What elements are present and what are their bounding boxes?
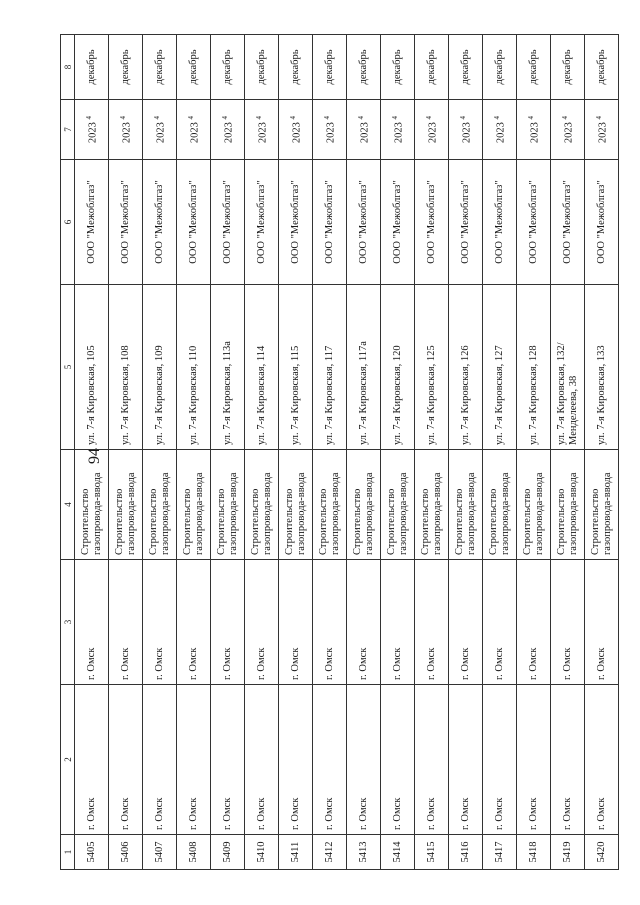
month-cell: декабрь bbox=[313, 35, 347, 100]
organization-cell: ООО "Межоблгаз" bbox=[347, 160, 381, 285]
locality-cell: г. Омск bbox=[415, 560, 449, 685]
year-cell bbox=[585, 100, 619, 160]
region-cell: г. Омск bbox=[517, 685, 551, 835]
year-value: 2023 bbox=[427, 122, 439, 144]
row-number: 5411 bbox=[279, 835, 313, 870]
footnote-mark: 4 bbox=[255, 115, 264, 120]
month-cell: декабрь bbox=[517, 35, 551, 100]
row-number: 5408 bbox=[177, 835, 211, 870]
work-type-cell: Строительство газопровода-ввода bbox=[109, 450, 143, 560]
month-cell: декабрь bbox=[381, 35, 415, 100]
column-header: 7 bbox=[61, 100, 75, 160]
year-cell bbox=[143, 100, 177, 160]
work-type-cell: Строительство газопровода-ввода bbox=[313, 450, 347, 560]
table-row bbox=[517, 35, 551, 870]
locality-cell: г. Омск bbox=[449, 560, 483, 685]
year-cell bbox=[551, 100, 585, 160]
address-cell: ул. 7-я Кировская, 115 bbox=[279, 285, 313, 450]
organization-cell: ООО "Межоблгаз" bbox=[211, 160, 245, 285]
region-cell: г. Омск bbox=[551, 685, 585, 835]
organization-cell: ООО "Межоблгаз" bbox=[245, 160, 279, 285]
address-cell: ул. 7-я Кировская, 109 bbox=[143, 285, 177, 450]
locality-cell: г. Омск bbox=[75, 560, 109, 685]
organization-cell: ООО "Межоблгаз" bbox=[517, 160, 551, 285]
month-cell: декабрь bbox=[109, 35, 143, 100]
address-cell: ул. 7-я Кировская, 110 bbox=[177, 285, 211, 450]
month-cell: декабрь bbox=[211, 35, 245, 100]
row-number: 5414 bbox=[381, 835, 415, 870]
locality-cell: г. Омск bbox=[143, 560, 177, 685]
year-cell bbox=[313, 100, 347, 160]
year-cell bbox=[381, 100, 415, 160]
organization-cell: ООО "Межоблгаз" bbox=[415, 160, 449, 285]
year-cell bbox=[211, 100, 245, 160]
year-cell bbox=[415, 100, 449, 160]
year-value: 2023 bbox=[325, 122, 337, 144]
year-value: 2023 bbox=[563, 122, 575, 144]
address-cell: ул. 7-я Кировская, 125 bbox=[415, 285, 449, 450]
year-cell bbox=[75, 100, 109, 160]
year-cell bbox=[109, 100, 143, 160]
table-row bbox=[211, 35, 245, 870]
month-cell: декабрь bbox=[177, 35, 211, 100]
year-cell bbox=[449, 100, 483, 160]
footnote-mark: 4 bbox=[425, 115, 434, 120]
year-cell bbox=[347, 100, 381, 160]
address-cell: ул. 7-я Кировская, 108 bbox=[109, 285, 143, 450]
region-cell: г. Омск bbox=[585, 685, 619, 835]
address-cell: ул. 7-я Кировская, 133 bbox=[585, 285, 619, 450]
locality-cell: г. Омск bbox=[279, 560, 313, 685]
year-value: 2023 bbox=[461, 122, 473, 144]
locality-cell: г. Омск bbox=[313, 560, 347, 685]
organization-cell: ООО "Межоблгаз" bbox=[483, 160, 517, 285]
year-value: 2023 bbox=[155, 122, 167, 144]
year-value: 2023 bbox=[359, 122, 371, 144]
row-number: 5416 bbox=[449, 835, 483, 870]
footnote-mark: 4 bbox=[153, 115, 162, 120]
work-type-cell: Строительство газопровода-ввода bbox=[211, 450, 245, 560]
organization-cell: ООО "Межоблгаз" bbox=[585, 160, 619, 285]
row-number: 5409 bbox=[211, 835, 245, 870]
table-row bbox=[245, 35, 279, 870]
row-number: 5418 bbox=[517, 835, 551, 870]
region-cell: г. Омск bbox=[449, 685, 483, 835]
locality-cell: г. Омск bbox=[177, 560, 211, 685]
work-type-cell: Строительство газопровода-ввода bbox=[245, 450, 279, 560]
footnote-mark: 4 bbox=[527, 115, 536, 120]
table-row bbox=[483, 35, 517, 870]
work-type-cell: Строительство газопровода-ввода bbox=[279, 450, 313, 560]
address-cell: ул. 7-я Кировская, 120 bbox=[381, 285, 415, 450]
organization-cell: ООО "Межоблгаз" bbox=[177, 160, 211, 285]
footnote-mark: 4 bbox=[595, 115, 604, 120]
year-value: 2023 bbox=[257, 122, 269, 144]
footnote-mark: 4 bbox=[391, 115, 400, 120]
month-cell: декабрь bbox=[551, 35, 585, 100]
footnote-mark: 4 bbox=[493, 115, 502, 120]
work-type-cell: Строительство газопровода-ввода bbox=[449, 450, 483, 560]
year-value: 2023 bbox=[291, 122, 303, 144]
year-value: 2023 bbox=[495, 122, 507, 144]
table-row bbox=[585, 35, 619, 870]
organization-cell: ООО "Межоблгаз" bbox=[313, 160, 347, 285]
row-number: 5413 bbox=[347, 835, 381, 870]
row-number: 5405 bbox=[75, 835, 109, 870]
organization-cell: ООО "Межоблгаз" bbox=[75, 160, 109, 285]
work-type-cell: Строительство газопровода-ввода bbox=[517, 450, 551, 560]
year-cell bbox=[279, 100, 313, 160]
column-header: 6 bbox=[61, 160, 75, 285]
table-body bbox=[75, 35, 619, 870]
work-type-cell: Строительство газопровода-ввода bbox=[177, 450, 211, 560]
year-value: 2023 bbox=[223, 122, 235, 144]
region-cell: г. Омск bbox=[177, 685, 211, 835]
year-cell bbox=[517, 100, 551, 160]
address-cell: ул. 7-я Кировская, 128 bbox=[517, 285, 551, 450]
region-cell: г. Омск bbox=[347, 685, 381, 835]
work-type-cell: Строительство газопровода-ввода bbox=[143, 450, 177, 560]
locality-cell: г. Омск bbox=[381, 560, 415, 685]
month-cell: декабрь bbox=[279, 35, 313, 100]
column-header: 3 bbox=[61, 560, 75, 685]
month-cell: декабрь bbox=[143, 35, 177, 100]
row-number: 5412 bbox=[313, 835, 347, 870]
locality-cell: г. Омск bbox=[483, 560, 517, 685]
column-header: 4 bbox=[61, 450, 75, 560]
year-cell bbox=[177, 100, 211, 160]
address-cell: ул. 7-я Кировская, 113а bbox=[211, 285, 245, 450]
work-type-cell: Строительство газопровода-ввода bbox=[347, 450, 381, 560]
footnote-mark: 4 bbox=[221, 115, 230, 120]
work-type-cell: Строительство газопровода-ввода bbox=[415, 450, 449, 560]
organization-cell: ООО "Межоблгаз" bbox=[551, 160, 585, 285]
table-row bbox=[313, 35, 347, 870]
footnote-mark: 4 bbox=[561, 115, 570, 120]
organization-cell: ООО "Межоблгаз" bbox=[143, 160, 177, 285]
region-cell: г. Омск bbox=[483, 685, 517, 835]
month-cell: декабрь bbox=[347, 35, 381, 100]
column-header: 1 bbox=[61, 835, 75, 870]
row-number: 5417 bbox=[483, 835, 517, 870]
footnote-mark: 4 bbox=[119, 115, 128, 120]
region-cell: г. Омск bbox=[313, 685, 347, 835]
address-cell: ул. 7-я Кировская, 127 bbox=[483, 285, 517, 450]
address-cell: ул. 7-я Кировская, 114 bbox=[245, 285, 279, 450]
address-cell: ул. 7-я Кировская, 126 bbox=[449, 285, 483, 450]
data-table bbox=[60, 34, 619, 870]
year-value: 2023 bbox=[529, 122, 541, 144]
footnote-mark: 4 bbox=[85, 115, 94, 120]
table-row bbox=[381, 35, 415, 870]
work-type-cell: Строительство газопровода-ввода bbox=[585, 450, 619, 560]
organization-cell: ООО "Межоблгаз" bbox=[279, 160, 313, 285]
column-header: 5 bbox=[61, 285, 75, 450]
footnote-mark: 4 bbox=[357, 115, 366, 120]
column-header: 8 bbox=[61, 35, 75, 100]
year-value: 2023 bbox=[87, 122, 99, 144]
region-cell: г. Омск bbox=[143, 685, 177, 835]
region-cell: г. Омск bbox=[245, 685, 279, 835]
region-cell: г. Омск bbox=[75, 685, 109, 835]
work-type-cell: Строительство газопровода-ввода bbox=[483, 450, 517, 560]
month-cell: декабрь bbox=[585, 35, 619, 100]
address-cell: ул. 7-я Кировская, 117 bbox=[313, 285, 347, 450]
year-value: 2023 bbox=[597, 122, 609, 144]
table-row bbox=[279, 35, 313, 870]
month-cell: декабрь bbox=[75, 35, 109, 100]
address-cell: ул. 7-я Кировская, 117а bbox=[347, 285, 381, 450]
table-row bbox=[449, 35, 483, 870]
year-cell bbox=[483, 100, 517, 160]
footnote-mark: 4 bbox=[459, 115, 468, 120]
work-type-cell: Строительство газопровода-ввода bbox=[551, 450, 585, 560]
year-value: 2023 bbox=[121, 122, 133, 144]
locality-cell: г. Омск bbox=[347, 560, 381, 685]
locality-cell: г. Омск bbox=[585, 560, 619, 685]
month-cell: декабрь bbox=[483, 35, 517, 100]
row-number: 5406 bbox=[109, 835, 143, 870]
table-container bbox=[60, 35, 613, 870]
table-row bbox=[551, 35, 585, 870]
year-value: 2023 bbox=[393, 122, 405, 144]
address-cell: ул. 7-я Кировская, 132/ Менделеева, 38 bbox=[551, 285, 585, 450]
footnote-mark: 4 bbox=[323, 115, 332, 120]
page-number: 94 bbox=[86, 448, 103, 464]
row-number: 5415 bbox=[415, 835, 449, 870]
footnote-mark: 4 bbox=[187, 115, 196, 120]
table-row bbox=[415, 35, 449, 870]
column-header: 2 bbox=[61, 685, 75, 835]
locality-cell: г. Омск bbox=[245, 560, 279, 685]
year-value: 2023 bbox=[189, 122, 201, 144]
locality-cell: г. Омск bbox=[109, 560, 143, 685]
month-cell: декабрь bbox=[245, 35, 279, 100]
row-number: 5420 bbox=[585, 835, 619, 870]
region-cell: г. Омск bbox=[279, 685, 313, 835]
row-number: 5419 bbox=[551, 835, 585, 870]
organization-cell: ООО "Межоблгаз" bbox=[381, 160, 415, 285]
region-cell: г. Омск bbox=[109, 685, 143, 835]
organization-cell: ООО "Межоблгаз" bbox=[109, 160, 143, 285]
region-cell: г. Омск bbox=[211, 685, 245, 835]
table-row bbox=[75, 35, 109, 870]
locality-cell: г. Омск bbox=[211, 560, 245, 685]
row-number: 5407 bbox=[143, 835, 177, 870]
region-cell: г. Омск bbox=[381, 685, 415, 835]
region-cell: г. Омск bbox=[415, 685, 449, 835]
work-type-cell: Строительство газопровода-ввода bbox=[381, 450, 415, 560]
locality-cell: г. Омск bbox=[517, 560, 551, 685]
header-row bbox=[61, 35, 75, 870]
table-row bbox=[143, 35, 177, 870]
footnote-mark: 4 bbox=[289, 115, 298, 120]
row-number: 5410 bbox=[245, 835, 279, 870]
table-row bbox=[109, 35, 143, 870]
month-cell: декабрь bbox=[415, 35, 449, 100]
work-type-cell: Строительство газопровода-ввода bbox=[75, 450, 109, 560]
organization-cell: ООО "Межоблгаз" bbox=[449, 160, 483, 285]
year-cell bbox=[245, 100, 279, 160]
table-row bbox=[177, 35, 211, 870]
table-row bbox=[347, 35, 381, 870]
locality-cell: г. Омск bbox=[551, 560, 585, 685]
month-cell: декабрь bbox=[449, 35, 483, 100]
address-cell: ул. 7-я Кировская, 105 bbox=[75, 285, 109, 450]
